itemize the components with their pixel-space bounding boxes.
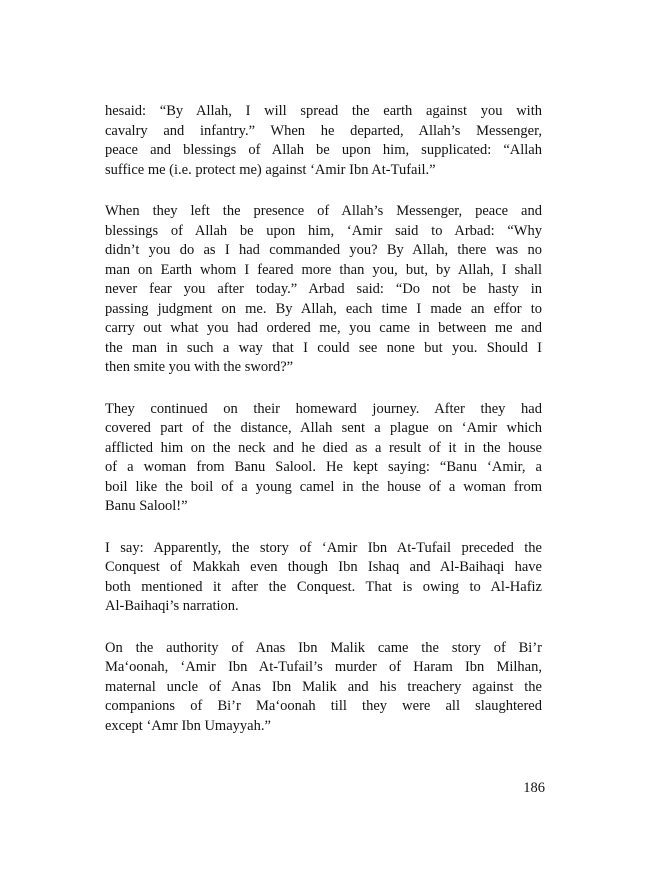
text-line: peace and blessings of Allah be upon him, supplicated: “Allah xyxy=(105,142,542,158)
text-line: man on Earth whom I feared more than you, but, by Allah, I shall xyxy=(105,261,542,278)
text-line: boil like the boil of a young camel in the house of a woman from xyxy=(105,478,542,495)
text-line: Banu Salool!” xyxy=(105,498,188,514)
text-line: maternal uncle of Anas Ibn Malik and his treachery against the xyxy=(105,678,542,695)
text-line: I say: Apparently, the story of ‘Amir Ibn At-Tufail preceded the xyxy=(105,539,542,556)
paragraph xyxy=(105,639,542,737)
paragraph xyxy=(105,102,542,180)
text-line: blessings of Allah be upon him, ‘Amir said to Arbad: “Why xyxy=(105,222,542,239)
paragraph xyxy=(105,400,542,517)
text-line: carry out what you had ordered me, you came in between me and xyxy=(105,320,542,336)
text-line: then smite you with the sword?” xyxy=(105,359,294,375)
paragraph xyxy=(105,539,542,617)
body-text xyxy=(105,102,542,758)
text-line: passing judgment on me. By Allah, each time I made an effor to xyxy=(105,300,542,317)
text-line: cavalry and infantry.” When he departed, Allah’s Messenger, xyxy=(105,122,542,139)
text-line: both mentioned it after the Conquest. That is owing to Al-Hafiz xyxy=(105,578,542,595)
text-line: They continued on their homeward journey. After they had xyxy=(105,400,542,417)
text-line: When they left the presence of Allah’s Messenger, peace and xyxy=(105,203,542,219)
text-line: never fear you after today.” Arbad said: “Do not be hasty in xyxy=(105,281,542,297)
text-line: covered part of the distance, Allah sent a plague on ‘Amir which xyxy=(105,420,542,436)
paragraph xyxy=(105,202,542,378)
text-line: didn’t you do as I had commanded you? By Allah, there was no xyxy=(105,242,542,258)
text-line: except ‘Amr Ibn Umayyah.” xyxy=(105,717,271,734)
text-line: suffice me (i.e. protect me) against ‘Amir Ibn At-Tufail.” xyxy=(105,161,436,178)
text-line: companions of Bi’r Ma‘oonah till they were all slaughtered xyxy=(105,698,542,714)
text-line: Al-Baihaqi’s narration. xyxy=(105,598,239,614)
text-line: hesaid: “By Allah, I will spread the earth against you with xyxy=(105,103,542,119)
text-line: of a woman from Banu Salool. He kept saying: “Banu ‘Amir, a xyxy=(105,459,542,475)
text-line: the man in such a way that I could see none but you. Should I xyxy=(105,339,542,356)
text-line: On the authority of Anas Ibn Malik came the story of Bi’r xyxy=(105,639,542,656)
text-line: afflicted him on the neck and he died as a result of it in the house xyxy=(105,439,542,456)
text-line: Ma‘oonah, ‘Amir Ibn At-Tufail’s murder of Haram Ibn Milhan, xyxy=(105,659,542,675)
page-number: 186 xyxy=(523,780,545,796)
text-line: Conquest of Makkah even though Ibn Ishaq and Al-Baihaqi have xyxy=(105,559,542,575)
